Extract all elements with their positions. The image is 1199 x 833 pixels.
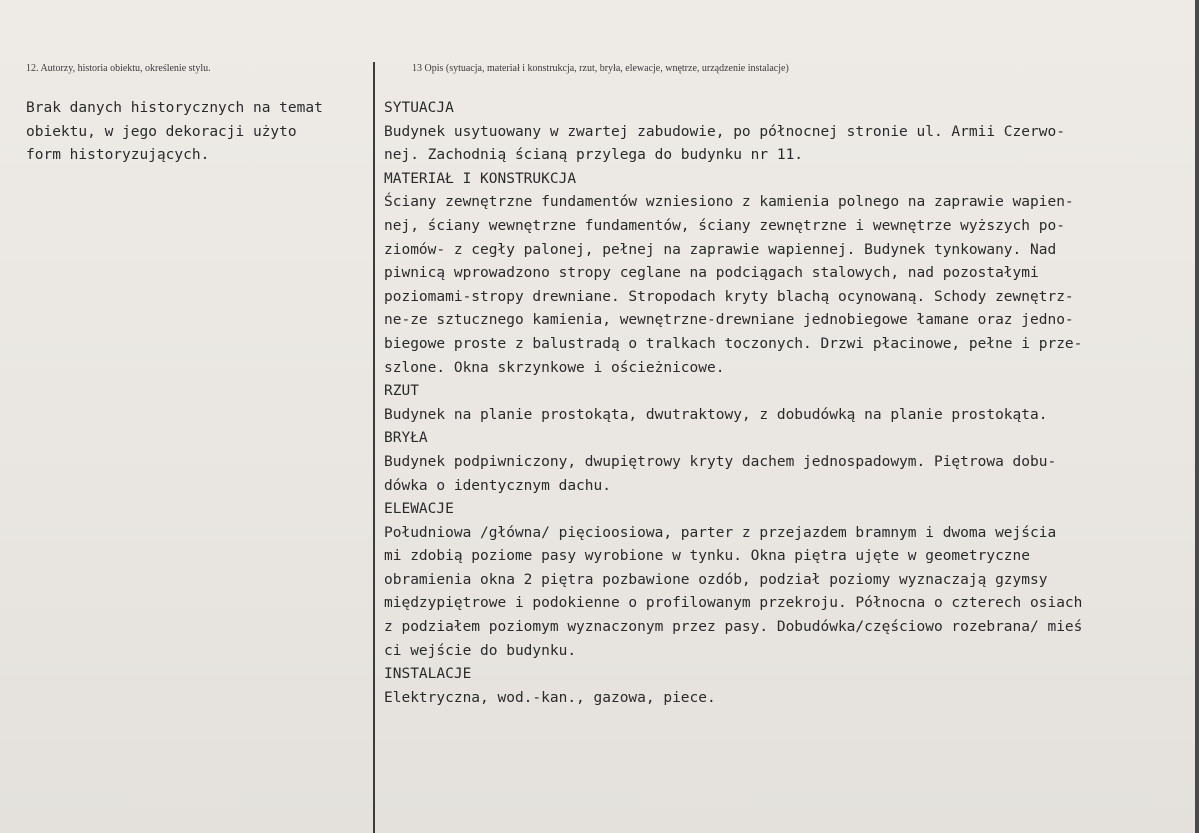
text-line: obramienia okna 2 piętra pozbawione ozdób, podział poziomy wyznaczają gzymsy — [384, 571, 1048, 588]
text-line: Budynek podpiwniczony, dwupiętrowy kryty dachem jednospadowym. Piętrowa dobu- — [384, 453, 1057, 470]
text-line: dówka o identycznym dachu. — [384, 477, 611, 494]
text-line: Ściany zewnętrzne fundamentów wzniesiono z kamienia polnego na zaprawie wapien- — [384, 194, 1074, 211]
section-heading-elewacje: ELEWACJE — [384, 501, 454, 518]
text-line: szlone. Okna skrzynkowe i ościeżnicowe. — [384, 359, 725, 376]
section-heading-rzut: RZUT — [384, 383, 419, 400]
text-line: piwnicą wprowadzono stropy ceglane na podciągach stalowych, nad pozostałymi — [384, 265, 1039, 282]
section-heading-sytuacja: SYTUACJA — [384, 100, 454, 116]
text-line: obiektu, w jego dekoracji użyto — [26, 123, 297, 140]
text-line: poziomami-stropy drewniane. Stropodach kryty blachą ocynowaną. Schody zewnętrz- — [384, 288, 1074, 305]
text-line: Budynek na planie prostokąta, dwutraktowy, z dobudówką na planie prostokąta. — [384, 406, 1048, 423]
header-field-12: 12. Autorzy, historia obiektu, określenie stylu. — [26, 63, 211, 74]
text-line: nej. Zachodnią ścianą przylega do budynku nr 11. — [384, 147, 804, 164]
section-heading-instalacje: INSTALACJE — [384, 666, 472, 683]
text-line: z podziałem poziomym wyznaczonym przez pasy. Dobudówka/częściowo rozebrana/ mieś — [384, 619, 1083, 636]
section-heading-material: MATERIAŁ I KONSTRUKCJA — [384, 170, 577, 187]
text-line: mi zdobią poziome pasy wyrobione w tynku. Okna piętra ujęte w geometryczne — [384, 548, 1031, 565]
text-line: ziomów- z cegły palonej, pełnej na zaprawie wapiennej. Budynek tynkowany. Nad — [384, 241, 1057, 258]
field-12-content — [26, 97, 371, 168]
text-line: Budynek usytuowany w zwartej zabudowie, po północnej stronie ul. Armii Czerwo- — [384, 123, 1065, 140]
text-line: biegowe proste z balustradą o tralkach toczonych. Drzwi płacinowe, pełne i prze- — [384, 335, 1083, 352]
field-13-content — [384, 97, 1196, 710]
text-line: nej, ściany wewnętrzne fundamentów, ściany zewnętrzne i wewnętrze wyższych po- — [384, 217, 1065, 234]
text-line: Południowa /główna/ pięcioosiowa, parter z przejazdem bramnym i dwoma wejścia — [384, 524, 1057, 541]
text-line: międzypiętrowe i podokienne o profilowanym przekroju. Północna o czterech osiach — [384, 595, 1083, 612]
text-line: form historyzujących. — [26, 147, 210, 163]
column-divider — [373, 62, 375, 833]
section-heading-bryla: BRYŁA — [384, 430, 428, 447]
text-line: ne-ze sztucznego kamienia, wewnętrzne-drewniane jednobiegowe łamane oraz jedno- — [384, 312, 1074, 329]
text-line: Brak danych historycznych na temat — [26, 100, 323, 116]
text-line: Elektryczna, wod.-kan., gazowa, piece. — [384, 689, 716, 706]
header-field-13: 13 Opis (sytuacja, materiał i konstrukcja, rzut, bryła, elewacje, wnętrze, urządzenie instalacje) — [412, 63, 789, 74]
text-line: ci wejście do budynku. — [384, 642, 577, 659]
